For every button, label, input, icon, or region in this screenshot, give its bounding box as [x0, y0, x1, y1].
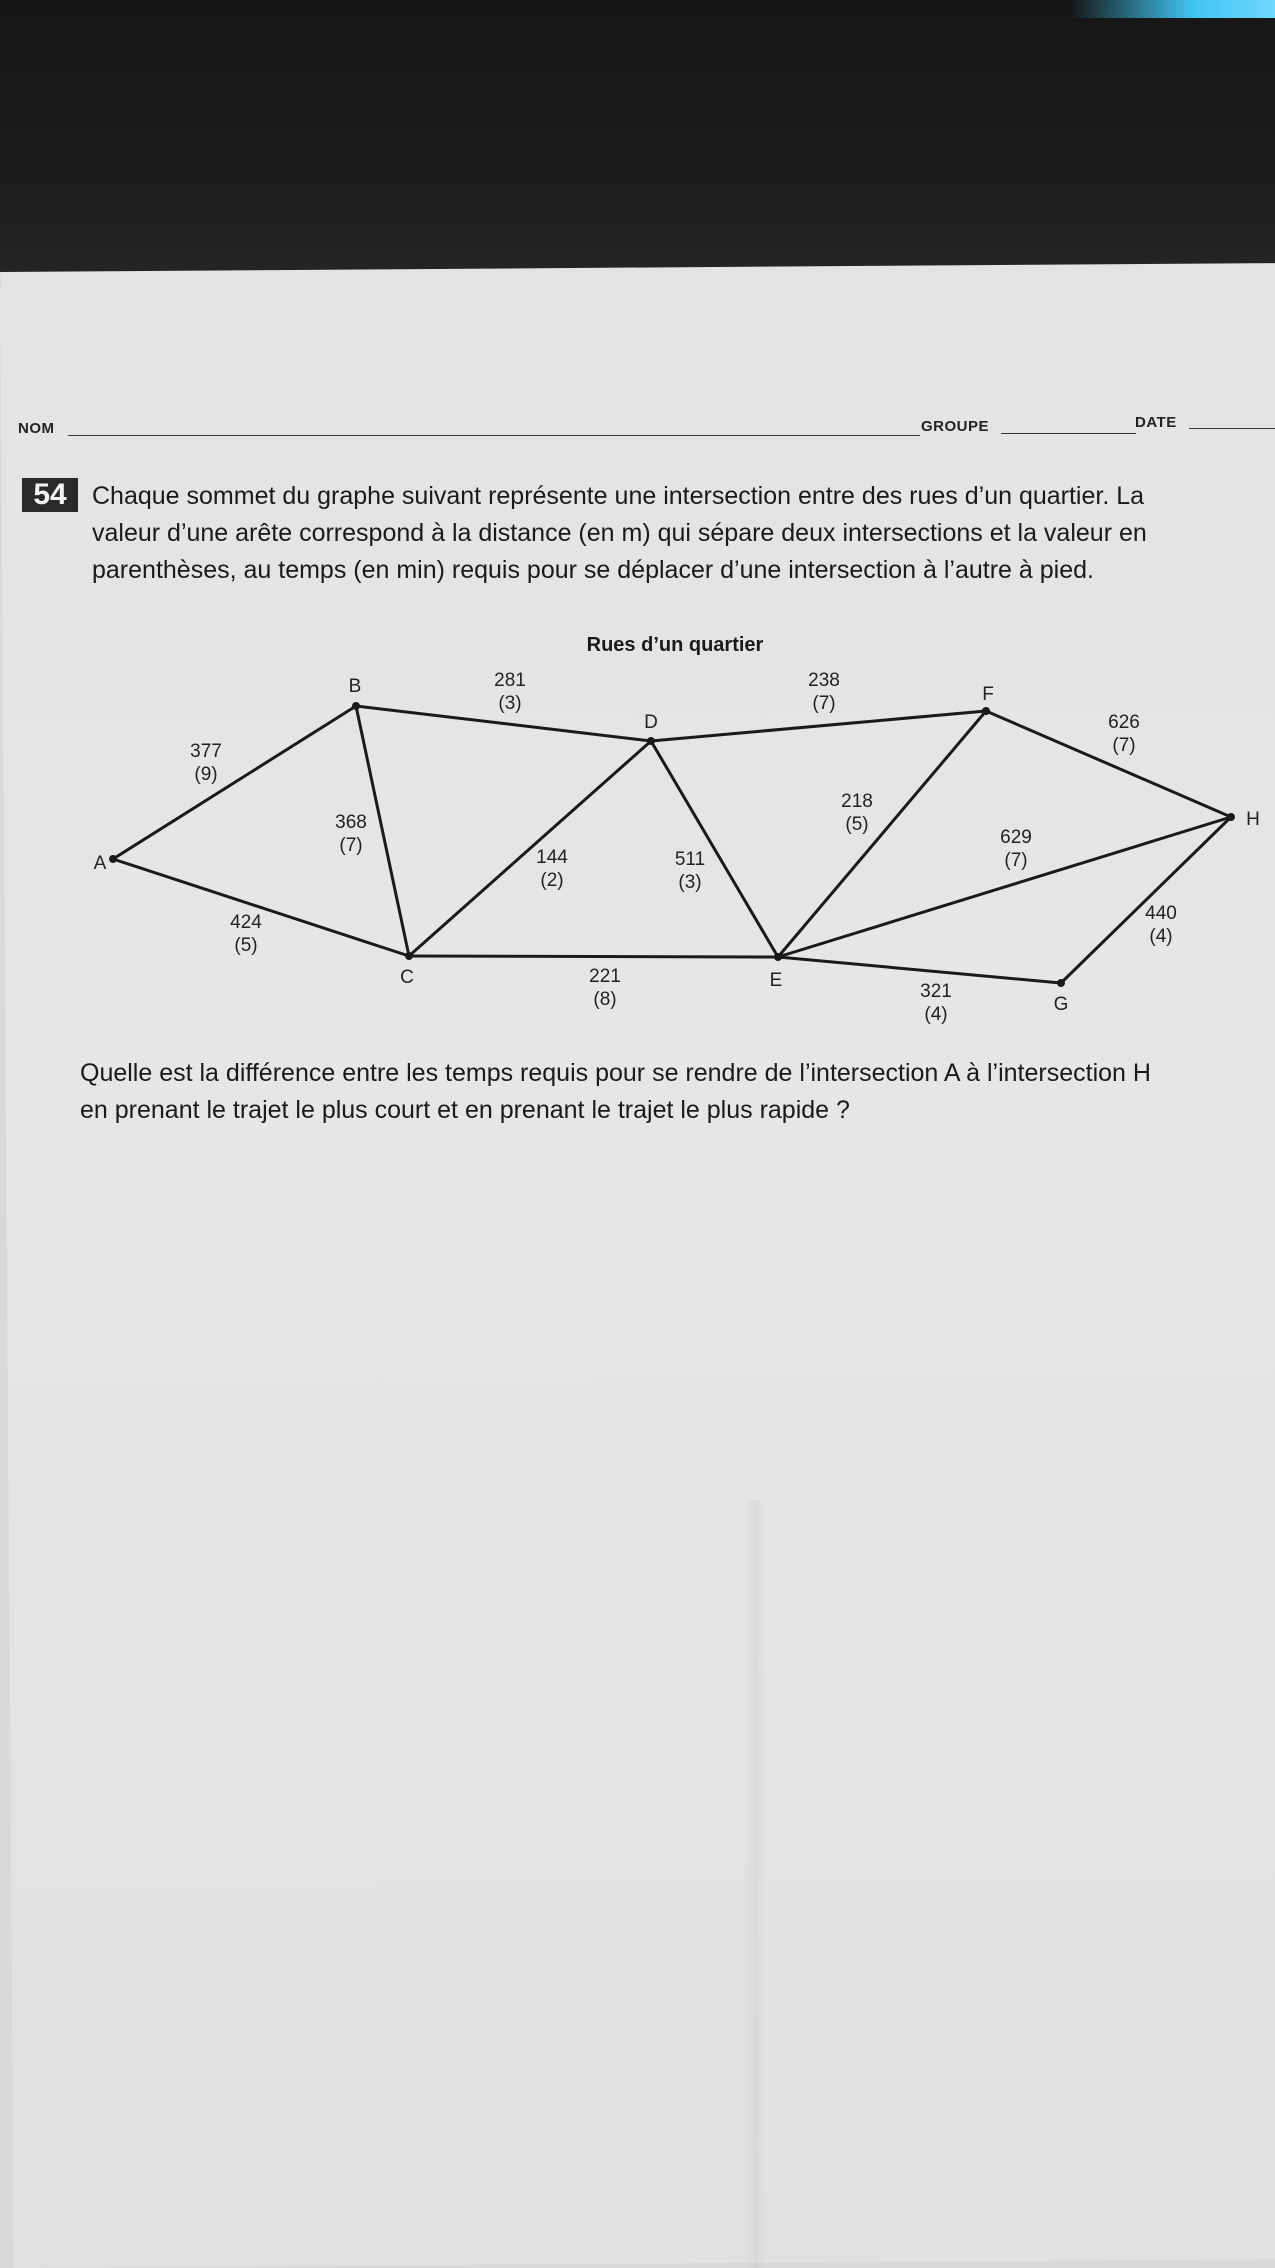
- edge-time-label: (3): [498, 693, 522, 714]
- edge-distance-label: 221: [589, 966, 621, 987]
- node-label-c: C: [400, 967, 414, 988]
- node-label-d: D: [644, 712, 658, 733]
- edge-e-g: [778, 957, 1061, 983]
- node-label-h: H: [1246, 809, 1260, 830]
- edge-distance-label: 424: [230, 912, 262, 933]
- edge-time-label: (9): [194, 764, 218, 785]
- node-g: [1057, 979, 1065, 987]
- node-e: [774, 953, 782, 961]
- node-label-f: F: [982, 684, 994, 705]
- question-line: en prenant le trajet le plus court et en prenant le trajet le plus rapide ?: [80, 1096, 850, 1124]
- node-f: [982, 707, 990, 715]
- edge-a-c: [113, 859, 409, 956]
- edge-time-label: (7): [1004, 850, 1028, 871]
- node-h: [1227, 813, 1235, 821]
- edge-distance-label: 218: [841, 791, 873, 812]
- edge-c-d: [409, 741, 651, 956]
- edge-d-e: [651, 741, 778, 957]
- edge-time-label: (7): [339, 835, 363, 856]
- node-d: [647, 737, 655, 745]
- edge-distance-label: 368: [335, 812, 367, 833]
- intro-line: parenthèses, au temps (en min) requis pour se déplacer d’une intersection à l’autre à pied.: [92, 556, 1094, 584]
- edge-distance-label: 626: [1108, 712, 1140, 733]
- edge-distance-label: 377: [190, 741, 222, 762]
- intro-line: valeur d’une arête correspond à la distance (en m) qui sépare deux intersections et la valeur en: [92, 519, 1147, 547]
- edge-d-f: [651, 711, 986, 741]
- node-label-g: G: [1053, 994, 1069, 1015]
- edge-time-label: (5): [234, 935, 258, 956]
- edge-c-e: [409, 956, 778, 957]
- node-label-a: A: [93, 853, 107, 874]
- edge-a-b: [113, 706, 356, 859]
- node-a: [109, 855, 117, 863]
- nom-label: NOM: [18, 420, 55, 437]
- intro-line: Chaque sommet du graphe suivant représente une intersection entre des rues d’un quartier. La: [92, 482, 1145, 510]
- node-b: [352, 702, 360, 710]
- edge-time-label: (7): [1112, 735, 1136, 756]
- graph-title: Rues d’un quartier: [586, 634, 764, 656]
- node-label-b: B: [348, 676, 362, 697]
- edge-time-label: (8): [593, 989, 617, 1010]
- edge-time-label: (4): [924, 1004, 948, 1025]
- node-label-e: E: [769, 970, 783, 991]
- exercise-question: [80, 1055, 1270, 1129]
- edge-distance-label: 629: [1000, 827, 1032, 848]
- edge-time-label: (4): [1149, 926, 1173, 947]
- question-line: Quelle est la différence entre les temps requis pour se rendre de l’intersection A à l’intersection H: [80, 1059, 1151, 1087]
- edge-time-label: (5): [845, 814, 869, 835]
- graph-labels: [94, 670, 1260, 1025]
- exercise-number-badge: 54: [22, 478, 78, 512]
- edge-distance-label: 511: [674, 849, 706, 870]
- groupe-label: GROUPE: [921, 418, 990, 435]
- date-label: DATE: [1135, 414, 1177, 431]
- edge-time-label: (7): [812, 693, 836, 714]
- node-c: [405, 952, 413, 960]
- edge-time-label: (2): [540, 870, 564, 891]
- edge-distance-label: 144: [536, 847, 568, 868]
- edge-distance-label: 321: [920, 981, 952, 1002]
- edge-e-f: [778, 711, 986, 957]
- edge-time-label: (3): [678, 872, 702, 893]
- edge-distance-label: 440: [1145, 903, 1177, 924]
- edge-distance-label: 238: [808, 670, 840, 691]
- edge-distance-label: 281: [494, 670, 526, 691]
- graph-edges: [113, 706, 1231, 983]
